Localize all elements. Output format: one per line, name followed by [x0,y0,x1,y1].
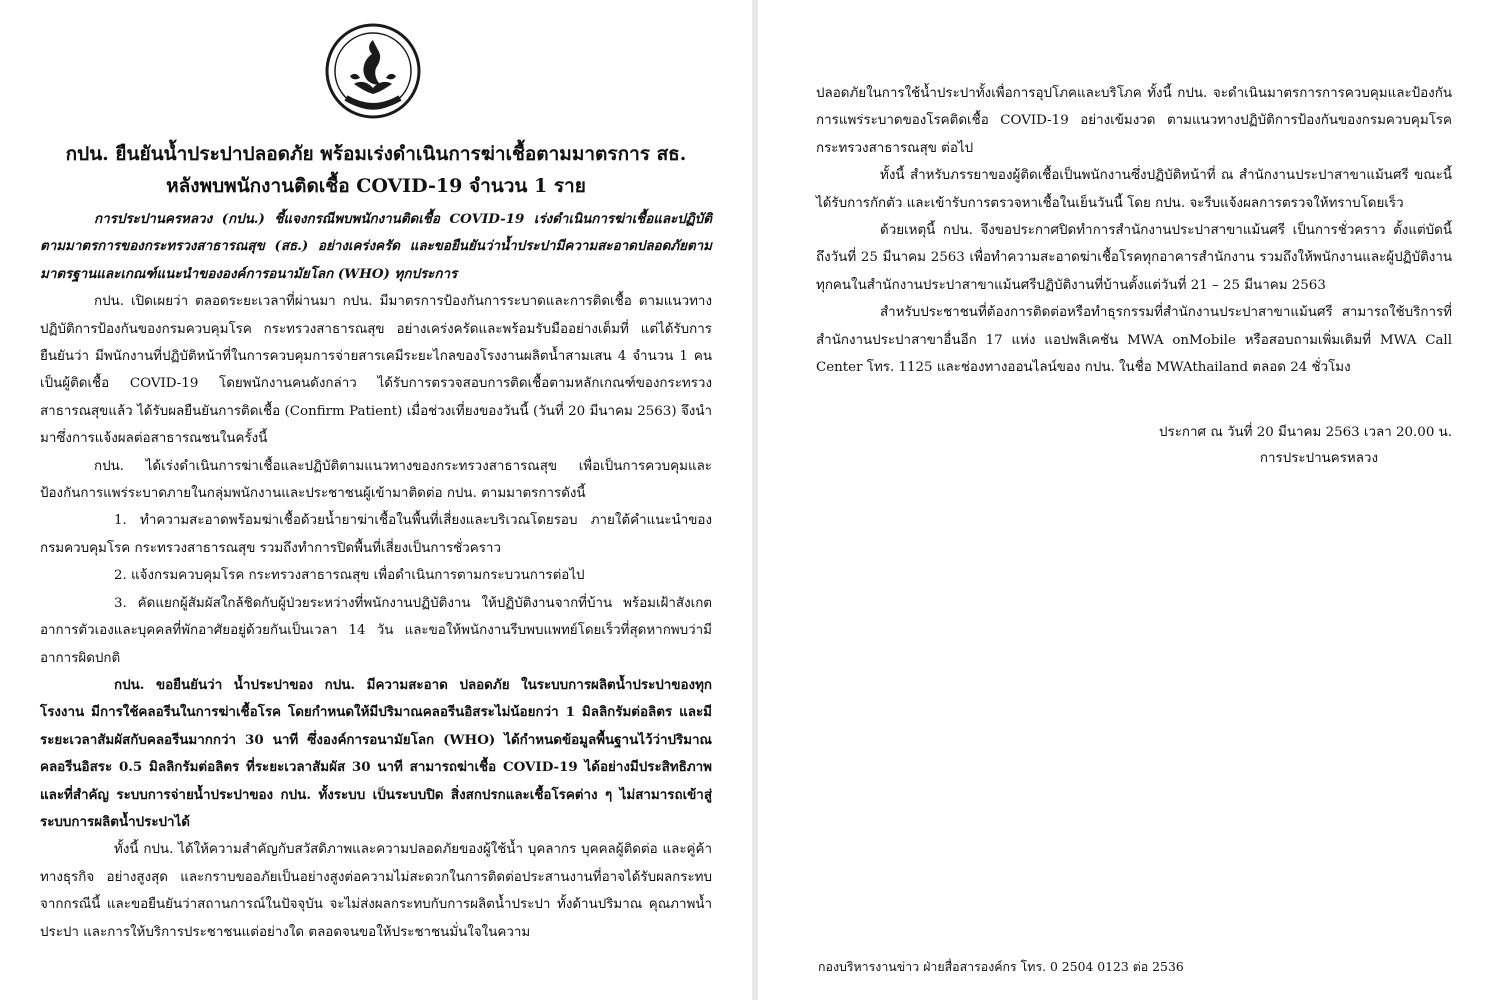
right-paragraph-1: ปลอดภัยในการใช้น้ำประปาทั้งเพื่อการอุปโภคและบริโภค ทั้งนี้ กปน. จะดำเนินมาตรการการควบคุมและป้องกันการแพร่ระบาดของโรคติดเชื้อ COVID-19 อย่างเข้มงวด ตามแนวทางปฏิบัติการป้องกันของกรมควบคุมโรค กระทรวงสาธารณสุข ต่อไป [816,86,1452,156]
paragraph-1: กปน. เปิดเผยว่า ตลอดระยะเวลาที่ผ่านมา กปน. มีมาตรการป้องกันการระบาดและการติดเชื้อ ตามแนวทางปฏิบัติการป้องกันของกรมควบคุมโรค กระทรวงสาธารณสุข อย่างเคร่งครัดและพร้อมรับมืออย่างเต็มที่ แต่ได้รับการยืนยันว่า มีพนักงานที่ปฏิบัติหน้าที่ในการควบคุมการจ่ายสารเคมีระยะไกลของโรงงานผลิตน้ำสามเสน 4 จำนวน 1 คน เป็นผู้ติดเชื้อ COVID-19 โดยพนักงานคนดังกล่าว ได้รับการตรวจสอบการติดเชื้อตามหลักเกณฑ์ของกระทรวงสาธารณสุขแล้ว ได้รับผลยืนยันการติดเชื้อ (Confirm Patient) เมื่อช่วงเที่ยงของวันนี้ (วันที่ 20 มีนาคม 2563) จึงนำมาซึ่งการแจ้งผลต่อสาธารณชนในครั้งนี้ [40,294,712,447]
signing-organization: การประปานครหลวง [1259,451,1378,466]
logo-svg [324,22,422,120]
measure-item-3: 3. คัดแยกผู้สัมผัสใกล้ชิดกับผู้ป่วยระหว่างที่พนักงานปฏิบัติงาน ให้ปฏิบัติงานจากที่บ้าน พร้อมเฝ้าสังเกตอาการตัวเองและบุคคลที่พักอาศัยอยู่ด้วยกันเป็นเวลา 14 วัน และขอให้พนักงานรีบพบแพทย์โดยเร็วที่สุดหากพบว่ามีอาการผิดปกติ [40,595,712,666]
paragraph-4: ทั้งนี้ กปน. ได้ให้ความสำคัญกับสวัสดิภาพและความปลอดภัยของผู้ใช้น้ำ บุคลากร บุคคลผู้ติดต่อ และคู่ค้าทางธุรกิจ อย่างสูงสุด และกราบขออภัยเป็นอย่างสูงต่อความไม่สะดวกในการติดต่อประสานงานที่อาจได้รับผลกระทบจากกรณีนี้ และขอยืนยันว่าสถานการณ์ในปัจจุบัน จะไม่ส่งผลกระทบกับการผลิตน้ำประปา ทั้งด้านปริมาณ คุณภาพน้ำประปา และการให้บริการประชาชนแต่อย่างใด ตลอดจนขอให้ประชาชนมั่นใจในความ [40,842,712,940]
lead-paragraph: การประปานครหลวง (กปน.) ชี้แจงกรณีพบพนักงานติดเชื้อ COVID-19 เร่งดำเนินการฆ่าเชื้อและปฏิบัติตามมาตรการของกระทรวงสาธารณสุข (สธ.) อย่างเคร่งครัด และขอยืนยันว่าน้ำประปามีความสะอาดปลอดภัยตามมาตรฐานและเกณฑ์แนะนำขององค์การอนามัยโลก (WHO) ทุกประการ [40,211,712,282]
paragraph-3-bold: กปน. ขอยืนยันว่า น้ำประปาของ กปน. มีความสะอาด ปลอดภัย ในระบบการผลิตน้ำประปาของทุกโรงงาน มีการใช้คลอรีนในการฆ่าเชื้อโรค โดยกำหนดให้มีปริมาณคลอรีนอิสระไม่น้อยกว่า 1 มิลลิกรัมต่อลิตร และมีระยะเวลาสัมผัสกับคลอรีนมากกว่า 30 นาที ซึ่งองค์การอนามัยโลก (WHO) ได้กำหนดข้อมูลพื้นฐานไว้ว่าปริมาณคลอรีนอิสระ 0.5 มิลลิกรัมต่อลิตร ที่ระยะเวลาสัมผัส 30 นาที สามารถฆ่าเชื้อ COVID-19 ได้อย่างมีประสิทธิภาพ และที่สำคัญ ระบบการจ่ายน้ำประปาของ กปน. ทั้งระบบ เป็นระบบปิด สิ่งสกปรกและเชื้อโรคต่าง ๆ ไม่สามารถเข้าสู่ระบบการผลิตน้ำประปาได้ [40,676,712,830]
right-paragraph-4: สำหรับประชาชนที่ต้องการติดต่อหรือทำธุรกรรมที่สำนักงานประปาสาขาแม้นศรี สามารถใช้บริการที่สำนักงานประปาสาขาอื่นอีก 17 แห่ง แอปพลิเคชัน MWA onMobile หรือสอบถามเพิ่มเติมที่ MWA Call Center โทร. 1125 และช่องทางออนไลน์ของ กปน. ในชื่อ MWAthailand ตลอด 24 ชั่วโมง [816,305,1452,376]
document-title-line-1: กปน. ยืนยันน้ำประปาปลอดภัย พร้อมเร่งดำเนินการฆ่าเชื้อตามมาตรการ สธ. [65,143,687,165]
document-page-right [758,0,1500,1000]
measure-item-1: 1. ทำความสะอาดพร้อมฆ่าเชื้อด้วยน้ำยาฆ่าเชื้อในพื้นที่เสี่ยงและบริเวณโดยรอบ ภายใต้คำแนะนำของกรมควบคุมโรค กระทรวงสาธารณสุข รวมถึงทำการปิดพื้นที่เสี่ยงเป็นการชั่วคราว [40,513,712,556]
right-body [816,80,1452,381]
left-body [40,206,712,946]
measure-item-2: 2. แจ้งกรมควบคุมโรค กระทรวงสาธารณสุข เพื่อดำเนินการตามกระบวนการต่อไป [114,568,585,584]
paragraph-2: กปน. ได้เร่งดำเนินการฆ่าเชื้อและปฏิบัติตามแนวทางของกระทรวงสาธารณสุข เพื่อเป็นการควบคุมและป้องกันการแพร่ระบาดภายในกลุ่มพนักงานและประชาชนผู้เข้ามาติดต่อ กปน. ตามมาตรการดังนี้ [40,458,712,502]
contact-footer: กองบริหารงานข่าว ฝ่ายสื่อสารองค์กร โทร. 0 2504 0123 ต่อ 2536 [818,959,1184,974]
right-paragraph-2: ทั้งนี้ สำหรับภรรยาของผู้ติดเชื้อเป็นพนักงานซึ่งปฏิบัติหน้าที่ ณ สำนักงานประปาสาขาแม้นศรี ขณะนี้ได้รับการกักตัว และเข้ารับการตรวจหาเชื้อในเย็นวันนี้ โดย กปน. จะรีบแจ้งผลการตรวจให้ทราบโดยเร็ว [816,168,1452,211]
right-paragraph-3: ด้วยเหตุนี้ กปน. จึงขอประกาศปิดทำการสำนักงานประปาสาขาแม้นศรี เป็นการชั่วคราว ตั้งแต่บัดนี้ ถึงวันที่ 25 มีนาคม 2563 เพื่อทำความสะอาดฆ่าเชื้อโรคทุกอาคารสำนักงาน รวมถึงให้พนักงานและผู้ปฏิบัติงานทุกคนในสำนักงานประปาสาขาแม้นศรีปฏิบัติงานที่บ้านตั้งแต่วันที่ 21 – 25 มีนาคม 2563 [816,223,1452,293]
mwa-seal-icon [324,22,422,120]
announcement-date: ประกาศ ณ วันที่ 20 มีนาคม 2563 เวลา 20.00 น. [1159,425,1452,440]
document-title-line-2: หลังพบพนักงานติดเชื้อ COVID-19 จำนวน 1 ราย [166,175,586,197]
